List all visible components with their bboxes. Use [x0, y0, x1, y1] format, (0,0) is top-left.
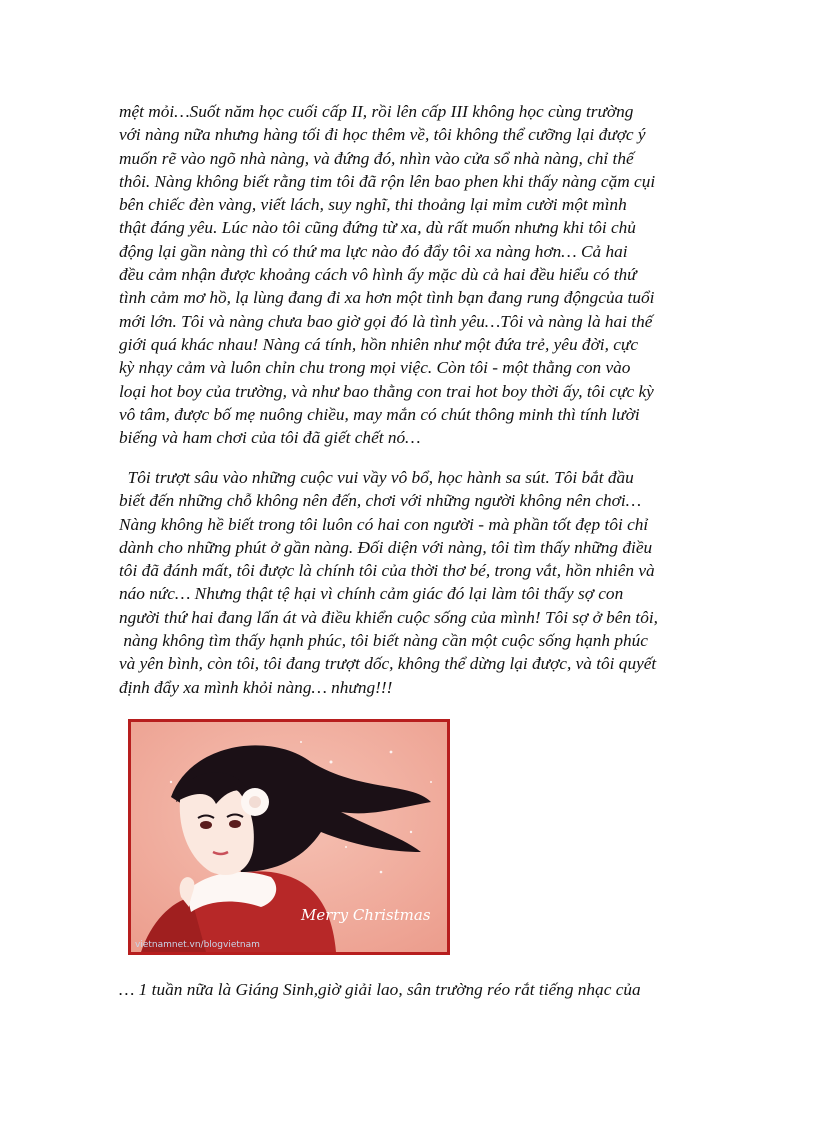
text-line: muốn rẽ vào ngõ nhà nàng, và đứng đó, nhìn vào cửa sổ nhà nàng, chỉ thế — [119, 148, 634, 168]
paragraph-2 — [119, 466, 709, 699]
text-line: vô tâm, được bố mẹ nuông chiều, may mắn có chút thông minh thì tính lười — [119, 404, 640, 424]
christmas-illustration — [128, 719, 450, 955]
text-line: Nàng không hề biết trong tôi luôn có hai con người - mà phần tốt đẹp tôi chỉ — [119, 514, 649, 534]
merry-christmas-caption: Merry Christmas — [301, 906, 431, 924]
text-line: loại hot boy của trường, và như bao thằng con trai hot boy thời ấy, tôi cực kỳ — [119, 381, 654, 401]
text-line: kỳ nhạy cảm và luôn chỉn chu trong mọi việc. Còn tôi - một thằng con vào — [119, 358, 631, 378]
text-line: và yên bình, còn tôi, tôi đang trượt dốc, không thể dừng lại được, và tôi quyết — [119, 654, 657, 674]
text-line: với nàng nữa nhưng hàng tối đi học thêm về, tôi không thể cưỡng lại được ý — [119, 125, 646, 145]
text-line: thôi. Nàng không biết rằng tim tôi đã rộn lên bao phen khi thấy nàng cặm cụi — [119, 171, 656, 191]
text-line: Tôi trượt sâu vào những cuộc vui vầy vô bổ, học hành sa sút. Tôi bắt đầu — [119, 468, 634, 487]
text-line: nàng không tìm thấy hạnh phúc, tôi biết nàng cần một cuộc sống hạnh phúc — [119, 631, 648, 651]
text-line: bên chiếc đèn vàng, viết lách, suy nghĩ, thi thoảng lại mỉm cười một mình — [119, 195, 627, 215]
text-line: định đẩy xa mình khỏi nàng… nhưng!!! — [119, 677, 393, 697]
text-line: đều cảm nhận được khoảng cách vô hình ấy mặc dù cả hai đều hiểu có thứ — [119, 265, 637, 285]
text-line: mới lớn. Tôi và nàng chưa bao giờ gọi đó là tình yêu…Tôi và nàng là hai thế — [119, 311, 653, 331]
illustration-art — [131, 722, 447, 952]
text-line: mệt mỏi…Suốt năm học cuối cấp II, rồi lên cấp III không học cùng trường — [119, 102, 634, 121]
text-line: giới quá khác nhau! Nàng cá tính, hồn nhiên như một đứa trẻ, yêu đời, cực — [119, 334, 638, 354]
text-line: biết đến những chỗ không nên đến, chơi với những người không nên chơi… — [119, 491, 642, 511]
paragraph-3 — [119, 978, 709, 1001]
text-line: tôi đã đánh mất, tôi được là chính tôi của thời thơ bé, trong vắt, hồn nhiên và — [119, 561, 655, 581]
text-line: biếng và ham chơi của tôi đã giết chết nó… — [119, 428, 421, 448]
watermark-text: vietnamnet.vn/blogvietnam — [135, 940, 260, 950]
text-line: … 1 tuần nữa là Giáng Sinh,giờ giải lao, sân trường réo rắt tiếng nhạc của — [119, 980, 641, 999]
text-line: người thứ hai đang lấn át và điều khiển cuộc sống của mình! Tôi sợ ở bên tôi, — [119, 607, 658, 627]
paragraph-1 — [119, 100, 709, 449]
text-line: tình cảm mơ hồ, lạ lùng đang đi xa hơn một tình bạn đang rung độngcủa tuổi — [119, 288, 655, 308]
text-line: dành cho những phút ở gần nàng. Đối diện với nàng, tôi tìm thấy những điều — [119, 537, 653, 557]
text-line: náo nức… Nhưng thật tệ hại vì chính cảm giác đó lại làm tôi thấy sợ con — [119, 584, 624, 604]
text-line: động lại gần nàng thì có thứ ma lực nào đó đẩy tôi xa nàng hơn… Cả hai — [119, 241, 628, 261]
text-line: thật đáng yêu. Lúc nào tôi cũng đứng từ xa, dù rất muốn nhưng khi tôi chủ — [119, 218, 636, 238]
